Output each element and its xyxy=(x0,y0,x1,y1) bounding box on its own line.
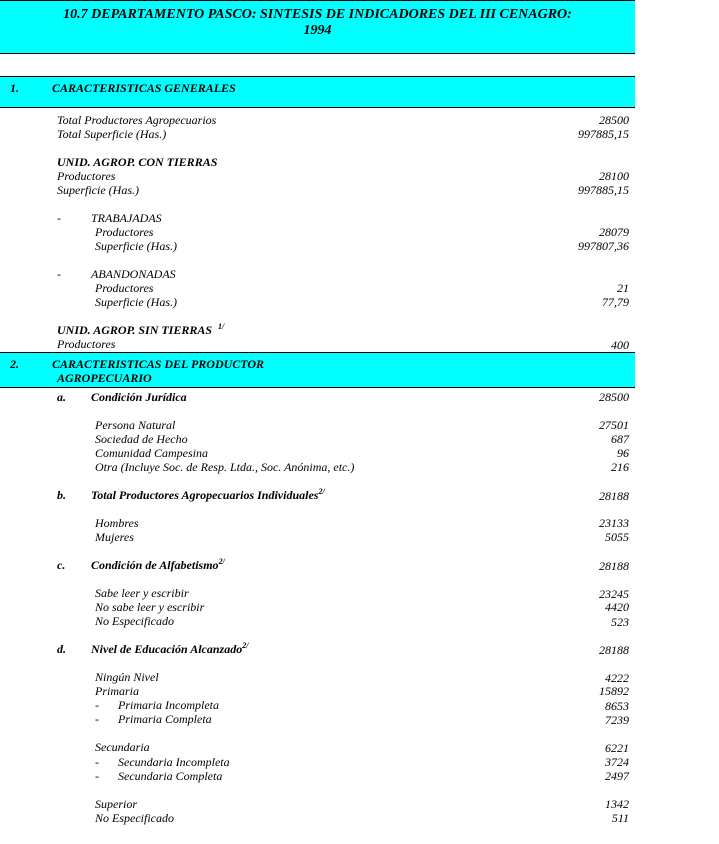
total-productores-label: Total Productores Agropecuarios xyxy=(57,113,217,127)
secundaria-value: 6221 xyxy=(605,741,629,755)
abandonadas-productores-label: Productores xyxy=(95,281,154,295)
footnote-1-marker: 1/ xyxy=(218,322,225,331)
abandonadas-heading: ABANDONADAS xyxy=(91,267,176,281)
subsection-b-letter: b. xyxy=(57,488,66,502)
superior-value: 1342 xyxy=(605,797,629,811)
abandonadas-superficie-label: Superficie (Has.) xyxy=(95,295,177,309)
list-item-value: 5055 xyxy=(605,530,629,544)
subsection-c-letter: c. xyxy=(57,558,66,572)
primaria-incompleta-label: Primaria Incompleta xyxy=(118,698,219,712)
section-2-number: 2. xyxy=(10,357,19,371)
secundaria-incompleta-label: Secundaria Incompleta xyxy=(118,755,230,769)
footnote-2-marker: 2/ xyxy=(318,487,325,496)
sin-tierras-productores-value: 400 xyxy=(611,338,629,352)
subsection-d-letter: d. xyxy=(57,642,66,656)
footnote-2-marker: 2/ xyxy=(218,557,225,566)
subsection-c-heading xyxy=(91,558,225,572)
primaria-completa-value: 7239 xyxy=(605,713,629,727)
subsection-c-heading-text: Condición de Alfabetismo xyxy=(91,558,219,572)
list-item-value: 96 xyxy=(617,446,629,460)
total-superficie-value: 997885,15 xyxy=(578,127,629,141)
list-item: Sociedad de Hecho xyxy=(95,432,188,446)
secundaria-incompleta-dash: - xyxy=(95,755,99,769)
con-tierras-superficie-value: 997885,15 xyxy=(578,183,629,197)
list-item: Persona Natural xyxy=(95,418,176,432)
title-line-1: 10.7 DEPARTAMENTO PASCO: SINTESIS DE INDICADORES DEL III CENAGRO: xyxy=(63,7,572,22)
trabajadas-superficie-label: Superficie (Has.) xyxy=(95,239,177,253)
trabajadas-productores-value: 28079 xyxy=(599,225,629,239)
trabajadas-productores-label: Productores xyxy=(95,225,154,239)
abandonadas-superficie-value: 77,79 xyxy=(602,295,629,309)
section-1-heading: CARACTERISTICAS GENERALES xyxy=(52,81,236,95)
list-item: Hombres xyxy=(95,516,139,530)
primaria-incompleta-dash: - xyxy=(95,698,99,712)
con-tierras-superficie-label: Superficie (Has.) xyxy=(57,183,139,197)
list-item-value: 523 xyxy=(611,615,629,629)
subsection-d-value: 28188 xyxy=(599,643,629,657)
subsection-b-heading-text: Total Productores Agropecuarios Individuales xyxy=(91,488,319,502)
secundaria-label: Secundaria xyxy=(95,740,150,754)
con-tierras-productores-label: Productores xyxy=(57,169,116,183)
list-item-value: 216 xyxy=(611,460,629,474)
subsection-c-value: 28188 xyxy=(599,559,629,573)
subsection-a-letter: a. xyxy=(57,390,66,404)
subsection-b-value: 28188 xyxy=(599,489,629,503)
abandonadas-productores-value: 21 xyxy=(617,281,629,295)
primaria-value: 15892 xyxy=(599,684,629,698)
list-item-value: 687 xyxy=(611,432,629,446)
subsection-a-heading: Condición Jurídica xyxy=(91,390,187,404)
total-productores-value: 28500 xyxy=(599,113,629,127)
list-item-value: 23133 xyxy=(599,516,629,530)
list-item: Comunidad Campesina xyxy=(95,446,209,460)
list-item: Otra (Incluye Soc. de Resp. Ltda., Soc. Anónima, etc.) xyxy=(95,460,355,474)
section-2-heading-line-2: AGROPECUARIO xyxy=(57,371,152,385)
con-tierras-productores-value: 28100 xyxy=(599,169,629,183)
total-superficie-label: Total Superficie (Has.) xyxy=(57,127,167,141)
section-1-number: 1. xyxy=(10,81,19,95)
trabajadas-dash: - xyxy=(57,211,61,225)
subsection-a-value: 28500 xyxy=(599,390,629,404)
list-item-value: 27501 xyxy=(599,418,629,432)
title-line-2: 1994 xyxy=(303,23,332,38)
subsection-d-heading xyxy=(91,642,248,656)
list-item-value: 4420 xyxy=(605,600,629,614)
superior-label: Superior xyxy=(95,797,137,811)
trabajadas-superficie-value: 997807,36 xyxy=(578,239,629,253)
primaria-completa-label: Primaria Completa xyxy=(118,712,212,726)
list-item: No Especificado xyxy=(95,614,174,628)
secundaria-completa-label: Secundaria Completa xyxy=(118,769,223,783)
secundaria-completa-value: 2497 xyxy=(605,769,629,783)
list-item: No sabe leer y escribir xyxy=(95,600,205,614)
primaria-incompleta-value: 8653 xyxy=(605,699,629,713)
primaria-completa-dash: - xyxy=(95,712,99,726)
list-item: Mujeres xyxy=(95,530,134,544)
sin-tierras-productores-label: Productores xyxy=(57,337,116,351)
primaria-label: Primaria xyxy=(95,684,140,698)
abandonadas-dash: - xyxy=(57,267,61,281)
con-tierras-heading: UNID. AGROP. CON TIERRAS xyxy=(57,155,218,169)
sin-tierras-heading-text: UNID. AGROP. SIN TIERRAS xyxy=(57,323,213,337)
sin-tierras-heading xyxy=(57,323,224,337)
secundaria-completa-dash: - xyxy=(95,769,99,783)
subsection-d-heading-text: Nivel de Educación Alcanzado xyxy=(91,642,243,656)
list-item: Sabe leer y escribir xyxy=(95,586,189,600)
footnote-2-marker: 2/ xyxy=(242,641,249,650)
section-2-heading-line-1: CARACTERISTICAS DEL PRODUCTOR xyxy=(52,357,265,371)
no-especificado-value: 511 xyxy=(611,811,629,825)
no-especificado-label: No Especificado xyxy=(95,811,174,825)
secundaria-incompleta-value: 3724 xyxy=(605,755,629,769)
ningun-nivel-label: Ningún Nivel xyxy=(95,670,159,684)
trabajadas-heading: TRABAJADAS xyxy=(91,211,162,225)
list-item-value: 23245 xyxy=(599,587,629,601)
subsection-b-heading xyxy=(91,488,325,502)
ningun-nivel-value: 4222 xyxy=(605,671,629,685)
